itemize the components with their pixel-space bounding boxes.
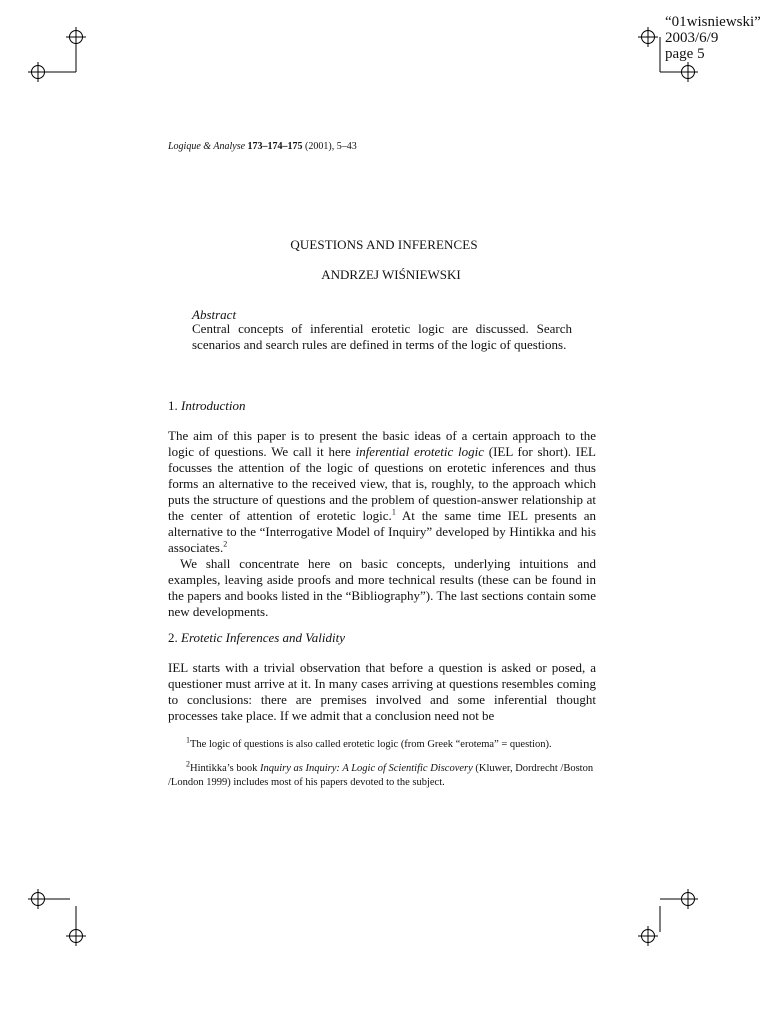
- section-heading-erotetic-inferences: [168, 630, 345, 646]
- abstract-heading: Abstract: [192, 307, 237, 322]
- section-title: Erotetic Inferences and Validity: [181, 630, 346, 645]
- footnote-text: Hintikka’s book: [190, 763, 260, 774]
- file-date: 2003/6/9: [665, 30, 719, 46]
- footnote-text: The logic of questions is also called erotetic logic (from Greek “erotema” = question).: [190, 739, 552, 750]
- crop-mark-top-left: [0, 0, 110, 90]
- section-number: 1.: [168, 398, 178, 413]
- footnote-mark: 1: [186, 735, 190, 745]
- registration-mark-icon: [620, 880, 720, 960]
- journal-citation: [168, 141, 357, 152]
- registration-mark-icon: [0, 0, 110, 90]
- crop-mark-bottom-left: [0, 880, 110, 960]
- section-body-erotetic-inferences: [168, 660, 596, 724]
- section-number: 2.: [168, 630, 178, 645]
- journal-year-pages: (2001), 5–43: [305, 141, 357, 152]
- page-meta: [665, 14, 761, 62]
- paragraph: IEL starts with a trivial observation that before a question is asked or posed, a questioner must arrive at it. In many cases arriving at questions resembles coming to conclusions: there are premises involved and some inferential thought processes take place. If we admit that a conclusion need not be: [168, 660, 596, 723]
- section-title: Introduction: [181, 398, 246, 413]
- paragraph: [168, 428, 596, 556]
- footnote-text: (Kluwer, Dordrecht /Boston /London 1999) includes most of his papers devoted to the subject.: [168, 763, 594, 788]
- book-title: Inquiry as Inquiry: A Logic of Scientific Discovery: [260, 763, 473, 774]
- page-number: page 5: [665, 46, 705, 62]
- paper-title: QUESTIONS AND INFERENCES: [290, 237, 478, 252]
- footnote-2: [168, 759, 600, 790]
- file-name: “01wisniewski”: [665, 14, 761, 30]
- paper-author: ANDRZEJ WIŚNIEWSKI: [321, 267, 461, 282]
- text-run: (IEL for short). IEL focusses the attention of the logic of questions on erotetic inferences and thus forms an alternative to the received view, that is, roughly, to the approach which puts the structure of questions and the problem of question-answer relationship at the center of attention of erotetic logic.: [168, 444, 596, 523]
- journal-name: Logique & Analyse: [168, 141, 246, 152]
- paragraph: We shall concentrate here on basic concepts, underlying intuitions and examples, leaving aside proofs and more technical results (these can be found in the papers and books listed in the “Bibliography”). The last sections contain some new developments.: [168, 556, 596, 619]
- text-run: The aim of this paper is to present the basic ideas of a certain approach to the logic of questions. We call it here: [168, 428, 596, 459]
- text-run: At the same time IEL presents an alternative to the “Interrogative Model of Inquiry” developed by Hintikka and his associates.: [168, 508, 596, 555]
- emphasis-term: inferential erotetic logic: [355, 444, 484, 459]
- abstract-text: Central concepts of inferential erotetic logic are discussed. Search scenarios and search rules are defined in terms of the logic of questions.: [192, 321, 572, 352]
- section-heading-introduction: [168, 398, 246, 414]
- footnote-1: [168, 735, 600, 752]
- footnote-mark: 2: [186, 759, 190, 769]
- section-body-introduction: [168, 428, 596, 620]
- footnote-ref-2[interactable]: 2: [223, 539, 228, 549]
- crop-mark-bottom-right: [620, 880, 720, 960]
- journal-issue: 173–174–175: [247, 141, 303, 152]
- registration-mark-icon: [0, 880, 110, 960]
- footnote-ref-1[interactable]: 1: [391, 507, 396, 517]
